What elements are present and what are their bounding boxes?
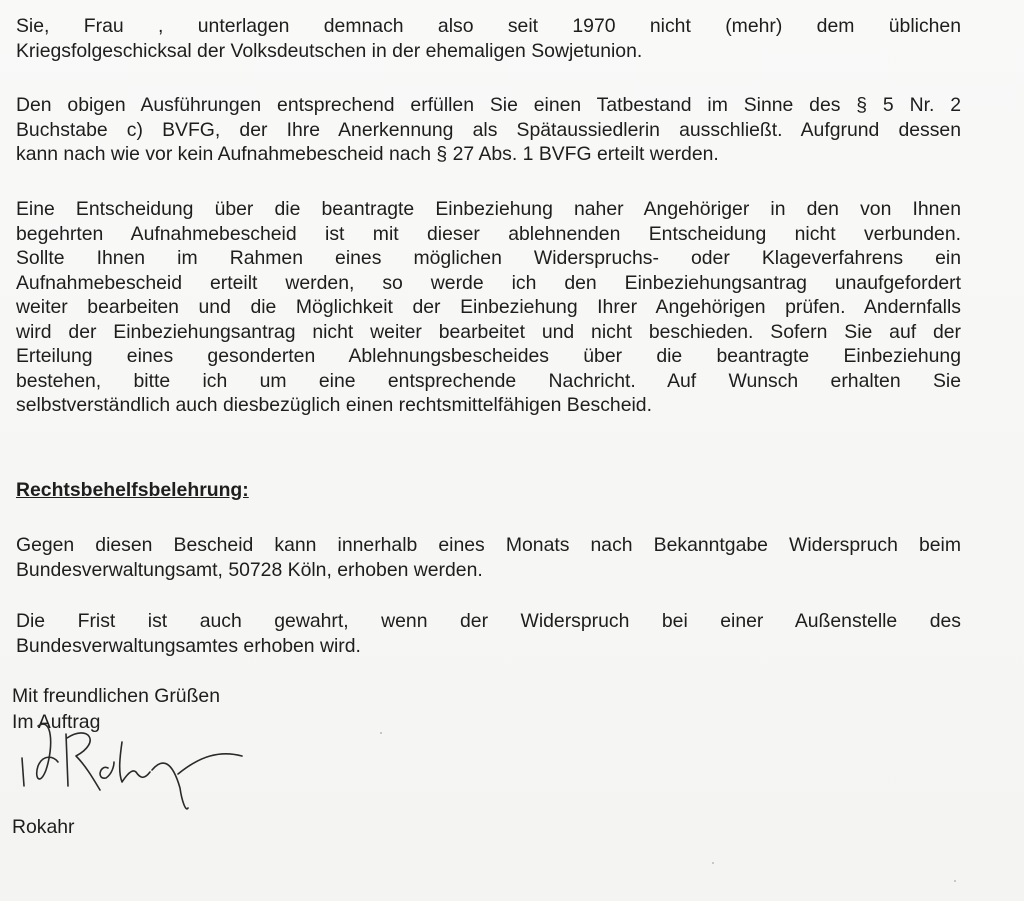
scan-speck (712, 862, 714, 864)
text-line: Eine Entscheidung über die beantragte Einbeziehung naher Angehöriger in den von Ihnen (16, 198, 961, 220)
text-line: kann nach wie vor kein Aufnahmebescheid nach § 27 Abs. 1 BVFG erteilt werden. (16, 143, 719, 165)
text-line: Kriegsfolgeschicksal der Volksdeutschen in der ehemaligen Sowjetunion. (16, 39, 643, 62)
text-line: Sollte Ihnen im Rahmen eines möglichen Widerspruchs- oder Klageverfahrens ein (16, 247, 961, 269)
text-line: Gegen diesen Bescheid kann innerhalb eines Monats nach Bekanntgabe Widerspruch beim (16, 534, 961, 556)
scan-speck (380, 732, 382, 734)
on-behalf-line: Im Auftrag (12, 711, 101, 733)
scan-speck (954, 880, 956, 882)
text-line: Den obigen Ausführungen entsprechend erfüllen Sie einen Tatbestand im Sinne des § 5 Nr. 2 (16, 94, 961, 116)
text-line: Erteilung eines gesonderten Ablehnungsbescheides über die beantragte Einbeziehung (16, 345, 961, 367)
text-line: Sie, Frau , unterlagen demnach also seit 1970 nicht (mehr) dem üblichen (16, 15, 961, 37)
paragraph-deadline (16, 609, 961, 658)
legal-remedy-heading: Rechtsbehelfsbelehrung: (16, 479, 249, 501)
text-line: bestehen, bitte ich um eine entsprechende Nachricht. Auf Wunsch erhalten Sie (16, 369, 961, 392)
text-line: Aufnahmebescheid erteilt werden, so werde ich den Einbeziehungsantrag unaufgefordert (16, 271, 961, 294)
signer-name: Rokahr (12, 816, 75, 838)
text-line: Die Frist ist auch gewahrt, wenn der Widerspruch bei einer Außenstelle des (16, 610, 961, 632)
paragraph-inclusion (16, 197, 961, 418)
closing-greeting: Mit freundlichen Grüßen (12, 685, 221, 707)
paragraph-origin (16, 14, 961, 63)
text-line: selbstverständlich auch diesbezüglich einen rechtsmittelfähigen Bescheid. (16, 394, 652, 416)
text-line: weiter bearbeiten und die Möglichkeit der Einbeziehung Ihrer Angehörigen prüfen. Andernfalls (16, 296, 961, 318)
paragraph-objection (16, 533, 961, 582)
text-line: wird der Einbeziehungsantrag nicht weiter bearbeitet und nicht beschieden. Sofern Sie auf der (16, 320, 961, 343)
text-line: Buchstabe c) BVFG, der Ihre Anerkennung als Spätaussiedlerin ausschließt. Aufgrund dessen (16, 118, 961, 141)
text-line: Bundesverwaltungsamtes erhoben wird. (16, 634, 361, 657)
text-line: Bundesverwaltungsamt, 50728 Köln, erhoben werden. (16, 558, 483, 581)
paragraph-legal-basis (16, 93, 961, 167)
handwritten-signature (10, 716, 260, 816)
text-line: begehrten Aufnahmebescheid ist mit dieser ablehnenden Entscheidung nicht verbunden. (16, 222, 961, 245)
